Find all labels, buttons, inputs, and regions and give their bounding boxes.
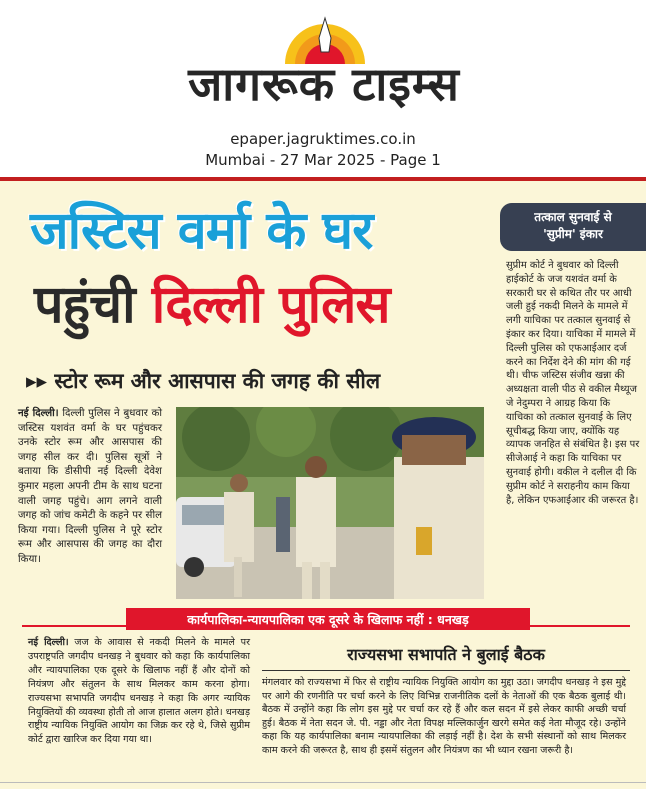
banner-text: कार्यपालिका-न्यायपालिका एक दूसरे के खिलाफ नहीं : धनखड़	[187, 612, 469, 627]
third-title-rule	[262, 670, 630, 671]
lead-headline-black: पहुंची	[34, 275, 152, 335]
third-story-title: राज्यसभा सभापति ने बुलाई बैठक	[347, 645, 545, 664]
section-banner	[126, 608, 530, 630]
police-officers-photo[interactable]	[176, 407, 484, 599]
sidebar-title-line2: 'सुप्रीम' इंकार	[543, 227, 603, 241]
lead-headline-line2	[34, 275, 484, 335]
second-story-body	[28, 636, 250, 747]
edition-line: Mumbai - 27 Mar 2025 - Page 1	[205, 151, 441, 169]
masthead	[0, 0, 646, 176]
sidebar-title-line1: तत्काल सुनवाई से	[534, 210, 612, 224]
sidebar-header	[500, 203, 646, 251]
double-arrow-icon: ▸▸	[26, 369, 48, 393]
sidebar-title	[500, 209, 646, 243]
page-bottom-rule	[0, 782, 646, 783]
lead-body-text: दिल्ली पुलिस ने बुधवार को जस्टिस यशवंत वर्मा के घर पहुंचकर उनके स्टोर रूम और आसपास की जगह सील कर दी। पुलिस सूत्रों ने बताया कि डीसीपी नई दिल्ली देवेश कुमार महला अपनी टीम के साथ घटना वाली जगह पहुंचे। आग लगने वाली जगह को जांच कमेटी के कहने पर सील किया गया। दिल्ली पुलिस ने पूरे स्टोर रूम और आसपास की जगह का दौरा किया।	[18, 408, 162, 565]
second-body-text: जज के आवास से नकदी मिलने के मामले पर उपराष्ट्रपति जगदीप धनखड़ ने बुधवार को कहा कि कार्यपालिका और न्यायपालिका एक दूसरे के खिलाफ नहीं हैं और दोनों को नियंत्रण और संतुलन के साथ मिलकर काम करना होगा। राज्यसभा सभापति जगदीप धनखड़ ने कहा कि अगर न्यायिक नियुक्तियों की व्यवस्था होती तो आज हालात अलग होते। धनखड़ राष्ट्रीय न्यायिक नियुक्ति आयोग का जिक्र कर रहे थे, जिसे सुप्रीम कोर्ट द्वारा खारिज कर दिया गया था।	[28, 637, 250, 746]
lead-headline-line1: जस्टिस वर्मा के घर	[30, 201, 373, 261]
lead-subhead-text: स्टोर रूम और आसपास की जगह की सील	[54, 369, 381, 393]
lead-dateline: नई दिल्ली।	[18, 408, 59, 419]
sidebar-body: सुप्रीम कोर्ट ने बुधवार को दिल्ली हाईकोर्ट के जज यशवंत वर्मा के सरकारी घर से कथित तौर पर आधी जली हुई नकदी मिलने के मामले में लगी याचिका पर तत्काल सुनवाई से इंकार कर दिया। याचिका में मामले में दिल्ली पुलिस को एफआईआर दर्ज करने का निर्देश देने की मांग की गई थी। चीफ जस्टिस संजीव खन्ना की अध्यक्षता वाली पीठ से वकील मैथ्यूज जे नेदुम्परा ने आग्रह किया कि याचिका को तत्काल सुनवाई के लिए सूचीबद्ध किया जाए, क्योंकि यह व्यापक जनहित से संबंधित है। इस पर सीजेआई ने कहा कि याचिका पर सुनवाई होगी। वकील ने दलील दी कि सुप्रीम कोर्ट ने सराहनीय काम किया है, लेकिन एफआईआर की जरूरत है।	[506, 260, 640, 506]
lead-story-body	[18, 407, 162, 568]
second-dateline: नई दिल्ली।	[28, 637, 69, 648]
lead-subhead	[26, 367, 492, 395]
newspaper-logo[interactable]	[125, 8, 523, 112]
logo-text: जागरूक टाइम्स	[188, 57, 460, 111]
third-story-body: मंगलवार को राज्यसभा में फिर से राष्ट्रीय न्यायिक नियुक्ति आयोग का मुद्दा उठा। जगदीप धनखड़ ने इस मुद्दे पर आगे की रणनीति पर चर्चा करने के लिए विभिन्न राजनीतिक दलों के नेताओं की एक बैठक बुलाई थी। बैठक में उन्होंने कहा कि लोग इस मुद्दे पर चर्चा कर रहे हैं और कल सदन में इसे लेकर काफी अच्छी चर्चा हुई। बैठक में नेता सदन जे. पी. नड्डा और नेता विपक्ष मल्लिकार्जुन खरगे समेत कई नेता मौजूद रहे। उन्होंने कहा कि यह कार्यपालिका बनाम न्यायपालिका की लड़ाई नहीं है। देश के सभी संस्थानों को साथ मिलकर काम करने की जरूरत है, साथ ही इसमें संतुलन और नियंत्रण का भी ध्यान रखना जरूरी है।	[262, 677, 626, 756]
newspaper-page	[0, 181, 646, 789]
site-url[interactable]: epaper.jagruktimes.co.in	[230, 130, 416, 148]
lead-headline-red: दिल्ली पुलिस	[151, 275, 390, 335]
